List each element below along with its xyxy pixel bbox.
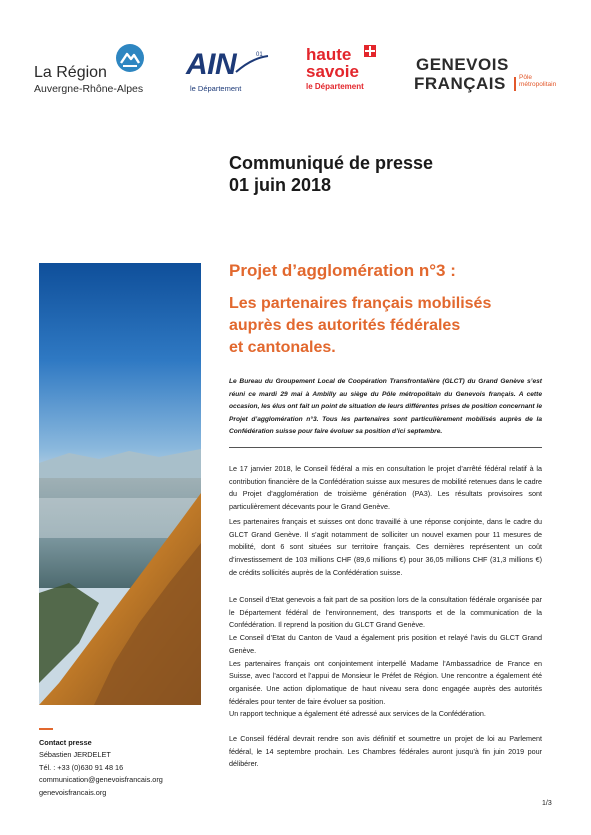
- page-number: 1/3: [542, 800, 552, 807]
- sub-heading-line: Les partenaires français mobilisés: [229, 295, 492, 312]
- contact-name: Sébastien JERDELET: [39, 750, 111, 760]
- landscape-photo: [39, 263, 201, 705]
- ain-subtitle: le Département: [190, 84, 242, 93]
- region-name: La Région: [34, 64, 107, 81]
- sub-heading: [229, 293, 549, 359]
- press-title: Communiqué de presse: [229, 153, 434, 173]
- contact-email[interactable]: communication@genevoisfrancais.org: [39, 775, 163, 785]
- haute-savoie-logo: [306, 45, 386, 95]
- body-paragraph-2: Les partenaires français et suisses ont donc travaillé à une réponse conjointe, dans le cadre du GLCT Grand Genève. Il s’agit notamment de solliciter un nouvel examen pour 11 mesures de mobilité, dont 6 sont situées sur territoire français. Ces dernières représentent un coût d’investissement de 103 millions CHF (89,6 millions €) pour 36,05 millions CHF (31,3 millions €) de crédits sollicités auprès de la Confédération suisse.: [229, 517, 542, 577]
- genevois-francais-logo: [414, 55, 557, 95]
- intro-paragraph: Le Bureau du Groupement Local de Coopération Transfrontalière (GLCT) du Grand Genève s’est réuni ce mardi 29 mai à Ambilly au siège du Pôle métropolitain du Genevois français. A cette occasion, les élus ont fait un point de situation de leurs différentes prises de position concernant le Projet d’agglomération n°3. Tous les partenaires sont particulièrement mobilisés auprès de la Confédération suisse pour faire évoluer sa position d’ici septembre.: [229, 378, 542, 435]
- body-line: Un rapport technique a également été adressé aux services de la Confédération.: [229, 709, 486, 719]
- contact-title: Contact presse: [39, 738, 92, 747]
- hs-line2: savoie: [306, 62, 359, 81]
- body-paragraph-1: Le 17 janvier 2018, le Conseil fédéral a mis en consultation le projet d’arrêté fédéral relatif à la contribution financière de la Confédération suisse aux mesures de mobilité retenues dans le cadre du Projet d’agglomération de troisième génération (PA3). Les résultats provisoires sont particulièrement décevants pour le Grand Genève.: [229, 464, 542, 512]
- press-title-block: [229, 152, 433, 196]
- main-heading: Projet d’agglomération n°3 :: [229, 261, 456, 280]
- hs-line3: le Département: [306, 82, 364, 91]
- contact-website[interactable]: genevoisfrancais.org: [39, 787, 107, 797]
- ain-number: 01: [256, 52, 263, 58]
- contact-block: [39, 737, 163, 799]
- ain-name: AIN: [186, 48, 237, 81]
- body-paragraph-4: Le Conseil fédéral devrait rendre son avis définitif et soumettre un projet de loi au Parlement fédéral, le 14 septembre prochain. Les Chambres fédérales auront jusqu’à fin juin 2019 pour délibérer.: [229, 734, 542, 769]
- body-paragraph-3: [229, 594, 542, 721]
- contact-accent-rule: [39, 728, 53, 730]
- hs-line1: haute: [306, 45, 352, 64]
- body-line: Les partenaires français ont conjointement interpellé Madame l’Ambassadrice de France en Suisse, avec l’accord et l’appui de Monsieur le Préfet de Région. Une rencontre a également été organisée. Une action diplomatique de haut niveau sera donc engagée auprès des autorités fédérales pour tenter de faire évoluer sa position.: [229, 658, 542, 706]
- sub-heading-line: auprès des autorités fédérales: [229, 317, 461, 334]
- gf-line1: GENEVOIS: [416, 55, 509, 74]
- cross-flag-icon: [364, 45, 376, 57]
- body-line: Le Conseil d’Etat du Canton de Vaud a également pris position et relayé l’avis du GLCT Grand Genève.: [229, 633, 542, 655]
- ain-logo: [186, 48, 270, 98]
- press-date: 01 juin 2018: [229, 175, 332, 195]
- gf-subtitle: Pôle métropolitain: [519, 74, 557, 88]
- region-logo: [34, 43, 154, 95]
- gf-line2: FRANÇAIS: [414, 74, 506, 93]
- contact-phone: Tél. : +33 (0)630 91 48 16: [39, 762, 124, 772]
- ain-swoosh-icon: [234, 54, 270, 74]
- intro-divider: [229, 447, 542, 448]
- region-subtitle: Auvergne-Rhône-Alpes: [34, 83, 144, 95]
- gf-divider: [514, 77, 516, 91]
- sub-heading-line: et cantonales.: [229, 339, 336, 356]
- region-mountain-logo-icon: [115, 43, 145, 73]
- body-line: Le Conseil d’Etat genevois a fait part de sa position lors de la consultation fédérale organisée par le Département fédéral de l’environnement, des transports et de la communication de la Confédération. Il reprend la position du GLCT Grand Genève.: [229, 595, 542, 630]
- mountain-landscape-image: [39, 263, 201, 705]
